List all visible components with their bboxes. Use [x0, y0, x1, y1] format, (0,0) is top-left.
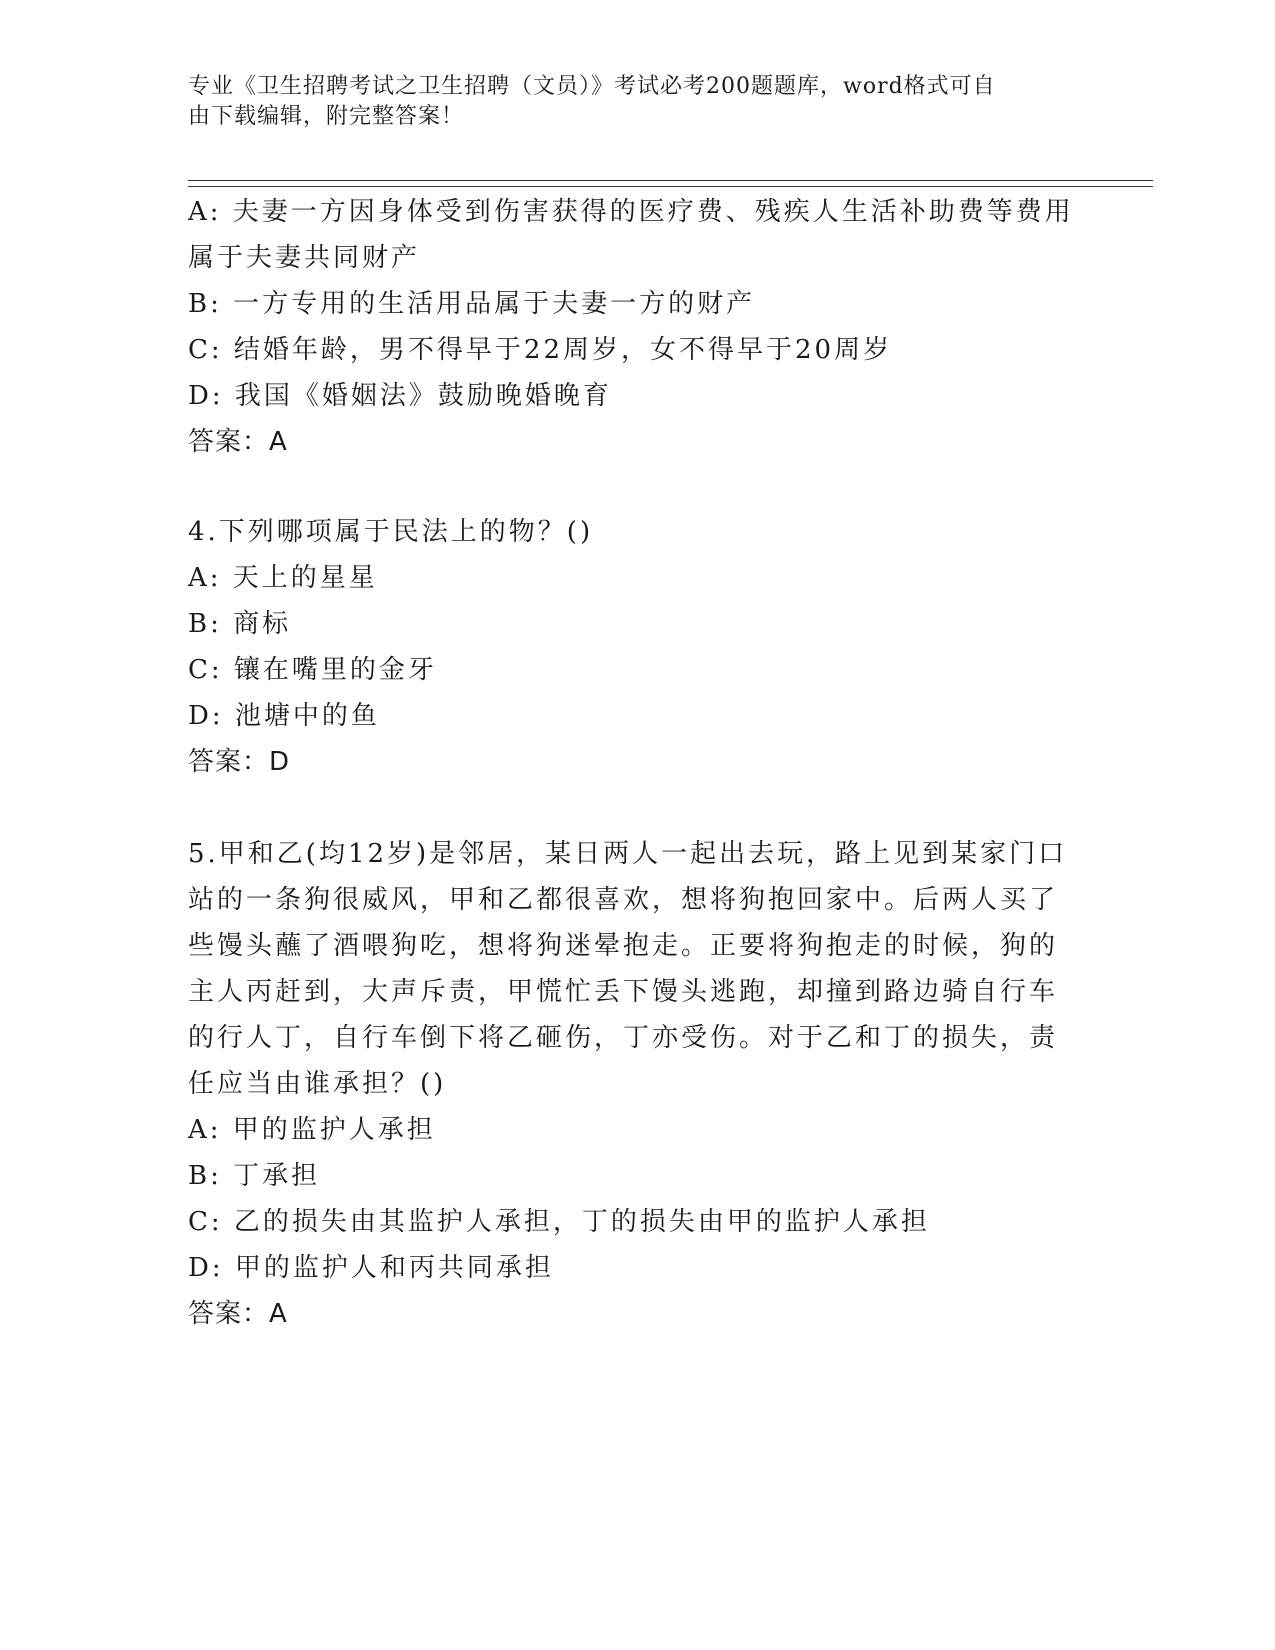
q5-question-line-2: 站的一条狗很威风，甲和乙都很喜欢，想将狗抱回家中。后两人买了: [188, 885, 1059, 915]
q3-answer: 答案：A: [188, 427, 288, 457]
q5-question-line-4: 主人丙赶到，大声斥责，甲慌忙丢下馒头逃跑，却撞到路边骑自行车: [188, 977, 1059, 1007]
q3-option-a-line-1: A: 夫妻一方因身体受到伤害获得的医疗费、残疾人生活补助费等费用: [188, 197, 1074, 227]
q5-option-d: D: 甲的监护人和丙共同承担: [188, 1253, 554, 1283]
spacer: [188, 465, 1088, 509]
header-line-2: 由下载编辑，附完整答案！: [188, 104, 465, 129]
q5-answer: 答案：A: [188, 1299, 288, 1329]
question-4: [188, 509, 1088, 785]
q5-option-a: A: 甲的监护人承担: [188, 1115, 436, 1145]
header-divider-top: [188, 180, 1153, 181]
q4-question: 4.下列哪项属于民法上的物？(): [188, 517, 594, 547]
q5-option-b: B: 丁承担: [188, 1161, 321, 1191]
header-divider-bottom: [188, 186, 1153, 187]
q4-option-b: B: 商标: [188, 609, 292, 639]
header-line-1: 专业《卫生招聘考试之卫生招聘（文员）》考试必考200题题库，word格式可自: [188, 74, 996, 99]
spacer: [188, 785, 1088, 831]
q5-question-line-1: 5.甲和乙(均12岁)是邻居，某日两人一起出去玩，路上见到某家门口: [188, 839, 1068, 869]
q5-question-line-5: 的行人丁，自行车倒下将乙砸伤，丁亦受伤。对于乙和丁的损失，责: [188, 1023, 1059, 1053]
q4-answer: 答案：D: [188, 747, 291, 777]
q4-option-d: D: 池塘中的鱼: [188, 701, 380, 731]
q4-option-c: C: 镶在嘴里的金牙: [188, 655, 437, 685]
question-5: [188, 831, 1088, 1337]
document-header: [188, 72, 1068, 132]
q3-option-b: B: 一方专用的生活用品属于夫妻一方的财产: [188, 289, 756, 319]
q4-option-a: A: 天上的星星: [188, 563, 378, 593]
q3-option-d: D: 我国《婚姻法》鼓励晚婚晚育: [188, 381, 612, 411]
q5-option-c: C: 乙的损失由其监护人承担，丁的损失由甲的监护人承担: [188, 1207, 930, 1237]
q3-option-a-line-2: 属于夫妻共同财产: [188, 243, 421, 273]
question-3: [188, 189, 1088, 465]
q5-question-line-6: 任应当由谁承担？(): [188, 1069, 447, 1099]
q5-question-line-3: 些馒头蘸了酒喂狗吃，想将狗迷晕抱走。正要将狗抱走的时候，狗的: [188, 931, 1059, 961]
question-list: [188, 189, 1088, 1337]
q3-option-c: C: 结婚年龄，男不得早于22周岁，女不得早于20周岁: [188, 335, 893, 365]
